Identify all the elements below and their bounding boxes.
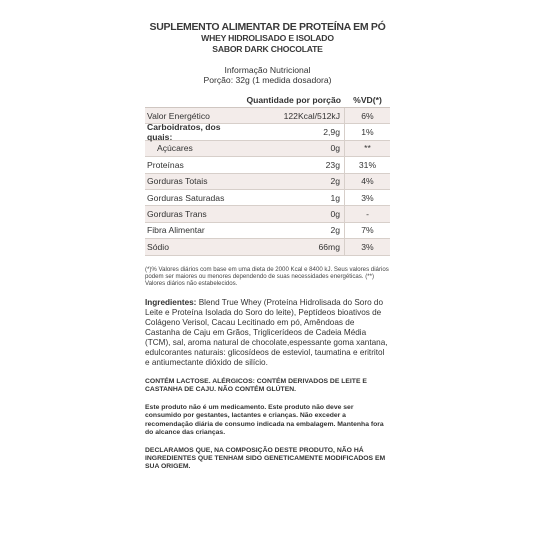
header-vd: %VD(*) (353, 95, 382, 105)
nutrition-table (145, 107, 390, 256)
title-line-2: WHEY HIDROLISADO E ISOLADO (201, 33, 334, 43)
row-name: Gorduras Totais (147, 176, 208, 187)
medical-warning: Este produto não é um medicamento. Este produto não deve ser consumido por gestantes, lactantes e crianças. Não exceder a recomendação diária de consumo indicada na embalagem. Mantenha fora do alcance das crianças. (145, 404, 384, 436)
row-name: Gorduras Saturadas (147, 192, 225, 203)
row-qty: 0g (330, 209, 340, 220)
row-name: Gorduras Trans (147, 209, 207, 220)
title-line-3: SABOR DARK CHOCOLATE (212, 44, 323, 54)
row-qty: 2g (330, 225, 340, 236)
row-qty: 23g (325, 159, 340, 170)
row-name: Proteínas (147, 159, 184, 170)
ingredients (145, 298, 390, 368)
row-qty: 122Kcal/512kJ (283, 110, 340, 121)
ingredients-text: Blend True Whey (Proteína Hidrolisada do Soro do Leite e Proteína Isolada do Soro do leite), Peptídeos bioativos de Colágeno Verisol, Cacau Lecitinado em pó, Amêndoas de Castanha de Caju em Grãos, Triglicerídeos de Cadeia Média (TCM), sal, aroma natural de chocolate,espessante goma xantana, edulcorantes naturais: glicosídeos de esteviol, taumatina e eritritol e antiumectante dióxido de silício. (145, 297, 388, 367)
row-qty: 1g (330, 192, 340, 203)
nutrition-label (145, 22, 390, 472)
row-vd: 3% (344, 190, 390, 205)
table-row (145, 141, 390, 157)
daily-value-footnote: (*)% Valores diários com base em uma dieta de 2000 Kcal e 8400 kJ. Seus valores diários podem ser maiores ou menores dependendo de suas necessidades energéticas. (**) Valores diários não estabelecidos. (145, 265, 389, 288)
table-row (145, 174, 390, 190)
table-row (145, 206, 390, 222)
product-title (145, 22, 390, 55)
header-quantity: Quantidade por porção (246, 95, 341, 105)
row-name: Carboidratos, dos quais: (147, 122, 221, 143)
nutrition-info (145, 65, 390, 85)
row-name: Valor Energético (147, 110, 210, 121)
row-name: Sódio (147, 241, 169, 252)
row-vd: ** (344, 141, 390, 156)
row-qty: 0g (330, 143, 340, 154)
row-vd: 7% (344, 223, 390, 238)
row-qty: 2,9g (323, 127, 340, 138)
row-vd: 6% (344, 108, 390, 123)
allergen-warning: CONTÉM LACTOSE. ALÉRGICOS: CONTÉM DERIVADOS DE LEITE E CASTANHA DE CAJU. NÃO CONTÉM GLÚTEN. (145, 377, 367, 393)
table-row (145, 239, 390, 255)
table-row (145, 190, 390, 206)
row-vd: 4% (344, 174, 390, 189)
serving-size: Porção: 32g (1 medida dosadora) (203, 75, 332, 85)
gmo-declaration: DECLARAMOS QUE, NA COMPOSIÇÃO DESTE PRODUTO, NÃO HÁ INGREDIENTES QUE TENHAM SIDO GENETICAMENTE MODIFICADOS EM SUA ORIGEM. (145, 446, 386, 471)
row-name: Fibra Alimentar (147, 225, 205, 236)
table-row (145, 223, 390, 239)
table-row (145, 157, 390, 173)
row-vd: - (344, 206, 390, 221)
info-heading: Informação Nutricional (224, 65, 311, 75)
row-name: Açúcares (157, 143, 193, 154)
row-qty: 66mg (318, 241, 340, 252)
table-row (145, 122, 390, 143)
row-vd: 1% (344, 124, 390, 139)
table-header (145, 93, 390, 107)
title-line-1: SUPLEMENTO ALIMENTAR DE PROTEÍNA EM PÓ (149, 21, 386, 33)
row-vd: 31% (344, 157, 390, 172)
row-vd: 3% (344, 239, 390, 254)
ingredients-label: Ingredientes: (145, 297, 197, 307)
row-qty: 2g (330, 176, 340, 187)
